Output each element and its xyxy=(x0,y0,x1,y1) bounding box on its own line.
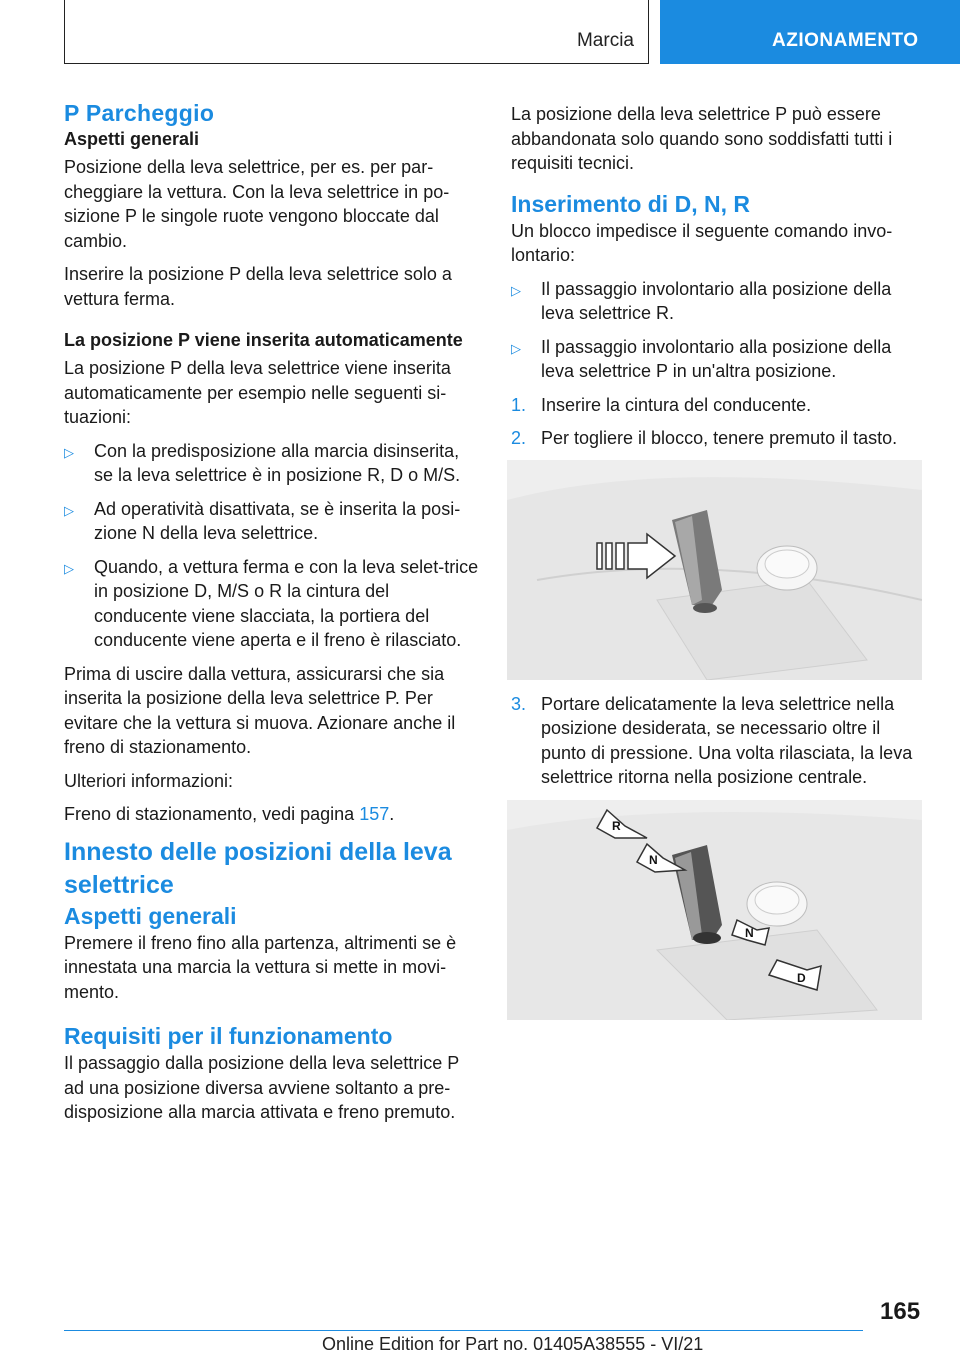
step-item: 3. Portare delicatamente la leva selettrice nella posizione desiderata, se necessario oltre il punto di pressione. Una volta rilasciata, la leva selettrice ritorna nella posizione centrale. xyxy=(511,693,913,787)
header-section-box xyxy=(64,0,649,64)
triangle-bullet-icon: ▷ xyxy=(511,282,521,298)
steps-list-2 xyxy=(511,692,929,790)
dnr-title: Inserimento di D, N, R xyxy=(511,190,750,217)
general-paragraph-1: Posizione della leva selettrice, per es. per par-cheggiare la vettura. Con la leva selettrice in po-sizione P le singole ruote vengono bloccate dal cambio. xyxy=(64,157,450,251)
dnr-paragraph: Un blocco impedisce il seguente comando invo-lontario: xyxy=(511,220,893,265)
gear-selector-unlock-illustration xyxy=(507,460,922,680)
footer-divider xyxy=(64,1330,863,1331)
page-link[interactable]: 157 xyxy=(359,804,390,824)
auto-subheading: La posizione P viene inserita automaticamente xyxy=(64,330,463,350)
engage-paragraph: Premere il freno fino alla partenza, altrimenti se è innestata una marcia la vettura si mette in movi-mento. xyxy=(64,932,457,1002)
gear-positions-icon xyxy=(507,800,922,1020)
step-number: 2. xyxy=(511,428,527,448)
more-info-reference: Freno di stazionamento, vedi pagina 157. xyxy=(64,804,395,824)
header-chapter-title: AZIONAMENTO xyxy=(772,30,919,51)
selector-lever-press-icon xyxy=(507,460,922,680)
left-column xyxy=(64,100,480,1134)
list-item: ▷ Quando, a vettura ferma e con la leva selet-trice in posizione D, M/S o R la cintura del conducente viene slacciata, la portiera del conducente viene aperta e il freno è rilasciato. xyxy=(64,556,479,650)
gear-positions-illustration xyxy=(507,800,922,1020)
triangle-bullet-icon: ▷ xyxy=(64,560,74,576)
dnr-list xyxy=(511,277,929,384)
header-chapter-tab xyxy=(660,0,960,64)
engage-general-heading: Aspetti generali xyxy=(64,902,237,929)
right-column xyxy=(511,102,929,1032)
requirements-heading: Requisiti per il funzionamento xyxy=(64,1023,393,1049)
page-number: 165 xyxy=(880,1298,921,1325)
header-section-title: Marcia xyxy=(576,30,634,51)
list-item: ▷ Con la predisposizione alla marcia disinserita, se la leva selettrice è in posizione R, D o M/S. xyxy=(64,440,461,485)
triangle-bullet-icon: ▷ xyxy=(511,340,521,356)
label-d: D xyxy=(797,970,806,985)
park-title: P Parcheggio xyxy=(64,100,215,126)
general-paragraph-2: Inserire la posizione P della leva selettrice solo a vettura ferma. xyxy=(64,264,452,309)
steps-list xyxy=(511,393,929,451)
step-item: 1. Inserire la cintura del conducente. xyxy=(511,393,929,418)
step-number: 1. xyxy=(511,394,527,415)
general-subheading: Aspetti generali xyxy=(64,129,200,149)
list-item: ▷ Il passaggio involontario alla posizione della leva selettrice P in un'altra posizione. xyxy=(511,336,892,381)
step-number: 3. xyxy=(511,693,527,714)
triangle-bullet-icon: ▷ xyxy=(64,502,74,518)
footer-edition: Online Edition for Part no. 01405A38555 - VI/21 xyxy=(322,1334,704,1354)
label-n-upper: N xyxy=(649,852,658,867)
auto-list xyxy=(64,439,480,653)
more-info-label: Ulteriori informazioni: xyxy=(64,770,234,791)
step-item: 2. Per togliere il blocco, tenere premuto il tasto. xyxy=(511,426,929,451)
leave-vehicle-paragraph: Prima di uscire dalla vettura, assicurarsi che sia inserita la posizione della leva selettrice P. Per evitare che la vettura si muova. Azionare anche il freno di stazionamento. xyxy=(64,663,456,757)
leave-position-paragraph: La posizione della leva selettrice P può essere abbandonata solo quando sono soddisfatti tutti i requisiti tecnici. xyxy=(511,104,893,173)
label-n-lower: N xyxy=(745,925,754,940)
list-item: ▷ Ad operatività disattivata, se è inserita la posi-zione N della leva selettrice. xyxy=(64,498,461,543)
auto-paragraph: La posizione P della leva selettrice viene inserita automaticamente per esempio nelle seguenti si-tuazioni: xyxy=(64,358,451,427)
list-item: ▷ Il passaggio involontario alla posizione della leva selettrice R. xyxy=(511,278,892,323)
engage-title: Innesto delle posizioni della leva selettrice xyxy=(64,837,452,899)
label-r: R xyxy=(612,818,621,833)
requirements-paragraph: Il passaggio dalla posizione della leva selettrice P ad una posizione diversa avviene soltanto a pre-disposizione alla marcia attivata e freno premuto. xyxy=(64,1053,459,1122)
triangle-bullet-icon: ▷ xyxy=(64,444,74,460)
